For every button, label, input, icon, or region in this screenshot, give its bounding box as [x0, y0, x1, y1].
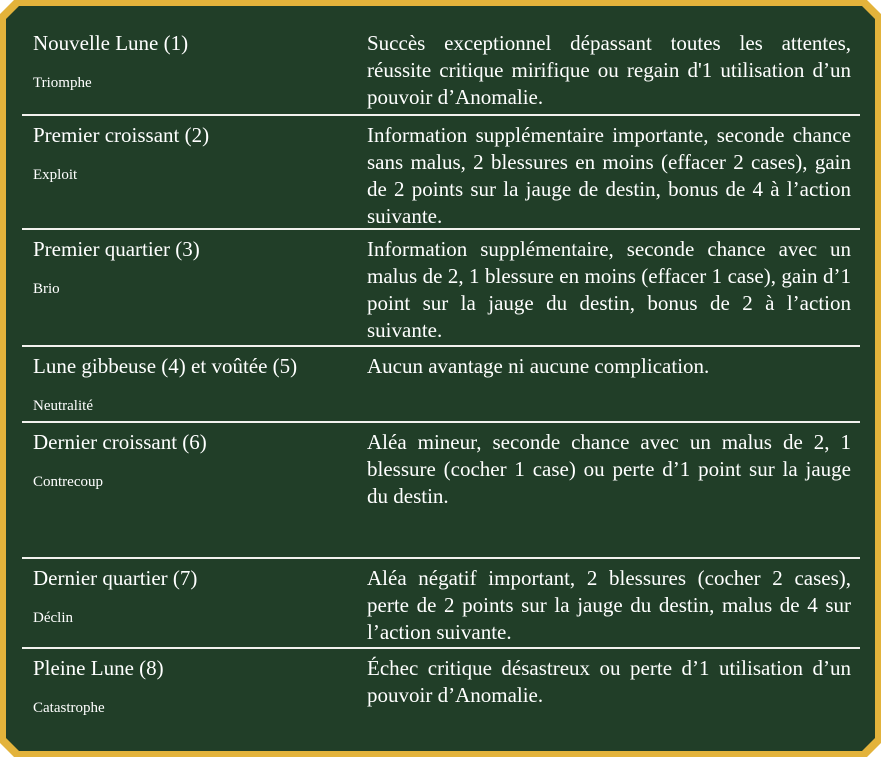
effect-description: Échec critique désastreux ou perte d’1 utilisation d’un pouvoir d’Anomalie.: [367, 656, 851, 707]
moon-phase-label: Pleine Lune (8): [33, 656, 164, 680]
table-row: [22, 230, 860, 347]
table-row: [22, 347, 860, 423]
moon-phase-label: Dernier croissant (6): [33, 430, 207, 454]
table-row: [22, 24, 860, 116]
moon-phase-table: [22, 24, 860, 745]
effect-description: Information supplémentaire, seconde chance avec un malus de 2, 1 blessure en moins (effacer 1 case), gain d’1 point sur la jauge du destin, bonus de 2 à l’action suivante.: [367, 237, 851, 342]
table-row: [22, 559, 860, 649]
table-row: [22, 116, 860, 230]
table-row: [22, 649, 860, 745]
outcome-label: Exploit: [33, 167, 78, 183]
effect-description: Aléa négatif important, 2 blessures (cocher 2 cases), perte de 2 points sur la jauge du destin, malus de 4 sur l’action suivante.: [367, 566, 851, 644]
effect-description: Aléa mineur, seconde chance avec un malus de 2, 1 blessure (cocher 1 case) ou perte d’1 point sur la jauge du destin.: [367, 430, 851, 508]
effect-description: Succès exceptionnel dépassant toutes les attentes, réussite critique mirifique ou regain d'1 utilisation d’un pouvoir d’Anomalie.: [367, 31, 851, 109]
effect-description: Information supplémentaire importante, seconde chance sans malus, 2 blessures en moins (effacer 2 cases), gain de 2 points sur la jauge de destin, bonus de 4 à l’action suivante.: [367, 123, 851, 228]
outcome-label: Contrecoup: [33, 474, 103, 490]
moon-phase-label: Premier croissant (2): [33, 123, 210, 147]
outcome-label: Catastrophe: [33, 700, 105, 716]
outcome-label: Déclin: [33, 610, 73, 626]
moon-phase-label: Premier quartier (3): [33, 237, 200, 261]
moon-phase-label: Nouvelle Lune (1): [33, 31, 189, 55]
table-row: [22, 423, 860, 559]
outcome-label: Triomphe: [33, 75, 92, 91]
outcome-label: Brio: [33, 281, 60, 297]
effect-description: Aucun avantage ni aucune complication.: [367, 354, 710, 378]
outcome-label: Neutralité: [33, 398, 93, 414]
moon-phase-label: Dernier quartier (7): [33, 566, 198, 590]
moon-phase-label: Lune gibbeuse (4) et voûtée (5): [33, 354, 298, 378]
